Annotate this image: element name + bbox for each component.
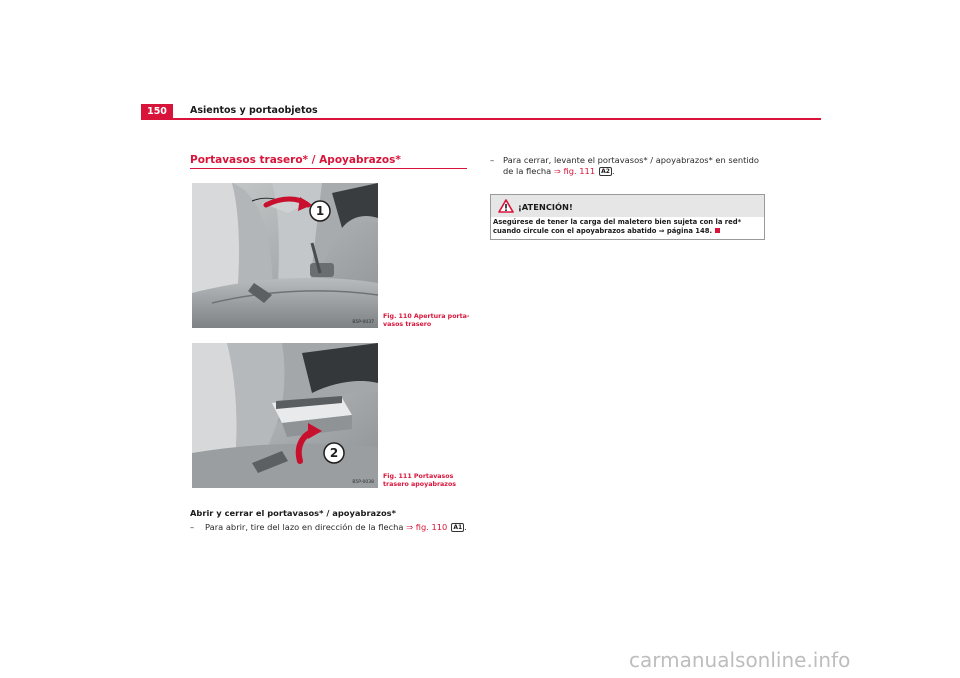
- watermark: carmanualsonline.info: [629, 648, 851, 672]
- step-badge: A1: [453, 524, 463, 531]
- warning-body: Asegúrese de tener la carga del maletero bien sujeta con la red* cuando circule con el apoyabrazos abatido ⇒ página 148.: [493, 218, 742, 235]
- warning-title: ¡ATENCIÓN!: [518, 202, 573, 212]
- page-header-title: Asientos y portaobjetos: [190, 105, 318, 116]
- figure-reference-link[interactable]: ⇒ fig. 111: [553, 166, 596, 176]
- instructions-subheading: Abrir y cerrar el portavasos* / apoyabrazos*: [190, 508, 396, 518]
- figure-111-caption: Fig. 111 Portavasos trasero apoyabrazos: [383, 473, 457, 488]
- warning-box: [490, 194, 765, 240]
- step-end: .: [464, 522, 467, 532]
- seat-illustration-1: [192, 183, 378, 328]
- page-number: 150: [141, 104, 173, 118]
- callout-2-label: 2: [329, 446, 339, 460]
- figure-111-photo: [192, 343, 378, 488]
- figure-110-code: B5P-0037: [352, 320, 374, 325]
- figure-111-code: B5P-0038: [352, 480, 374, 485]
- instruction-step-close: [490, 155, 770, 177]
- instruction-step-open: [190, 522, 480, 533]
- warning-text: [493, 218, 763, 236]
- end-of-section-icon: [715, 228, 720, 233]
- warning-triangle-icon: [498, 199, 514, 213]
- figure-110-caption: Fig. 110 Apertura porta-vasos trasero: [383, 313, 470, 328]
- figure-reference-link[interactable]: ⇒ fig. 110: [406, 522, 448, 532]
- step-text: Para abrir, tire del lazo en dirección de la flecha: [205, 522, 407, 532]
- header-divider: [141, 118, 821, 120]
- step-text: Para cerrar, levante el portavasos* / apoyabrazos* en sentido de la flecha: [503, 155, 759, 176]
- seat-illustration-2: [192, 343, 378, 488]
- section-title: Portavasos trasero* / Apoyabrazos*: [190, 154, 401, 166]
- step-end: .: [611, 166, 615, 176]
- step-dash: –: [490, 155, 495, 165]
- figure-110-photo: [192, 183, 378, 328]
- section-divider: [190, 168, 467, 169]
- step-dash: –: [190, 522, 195, 532]
- warning-header: [491, 195, 764, 217]
- callout-1-label: 1: [315, 204, 325, 218]
- step-badge: A2: [601, 168, 610, 175]
